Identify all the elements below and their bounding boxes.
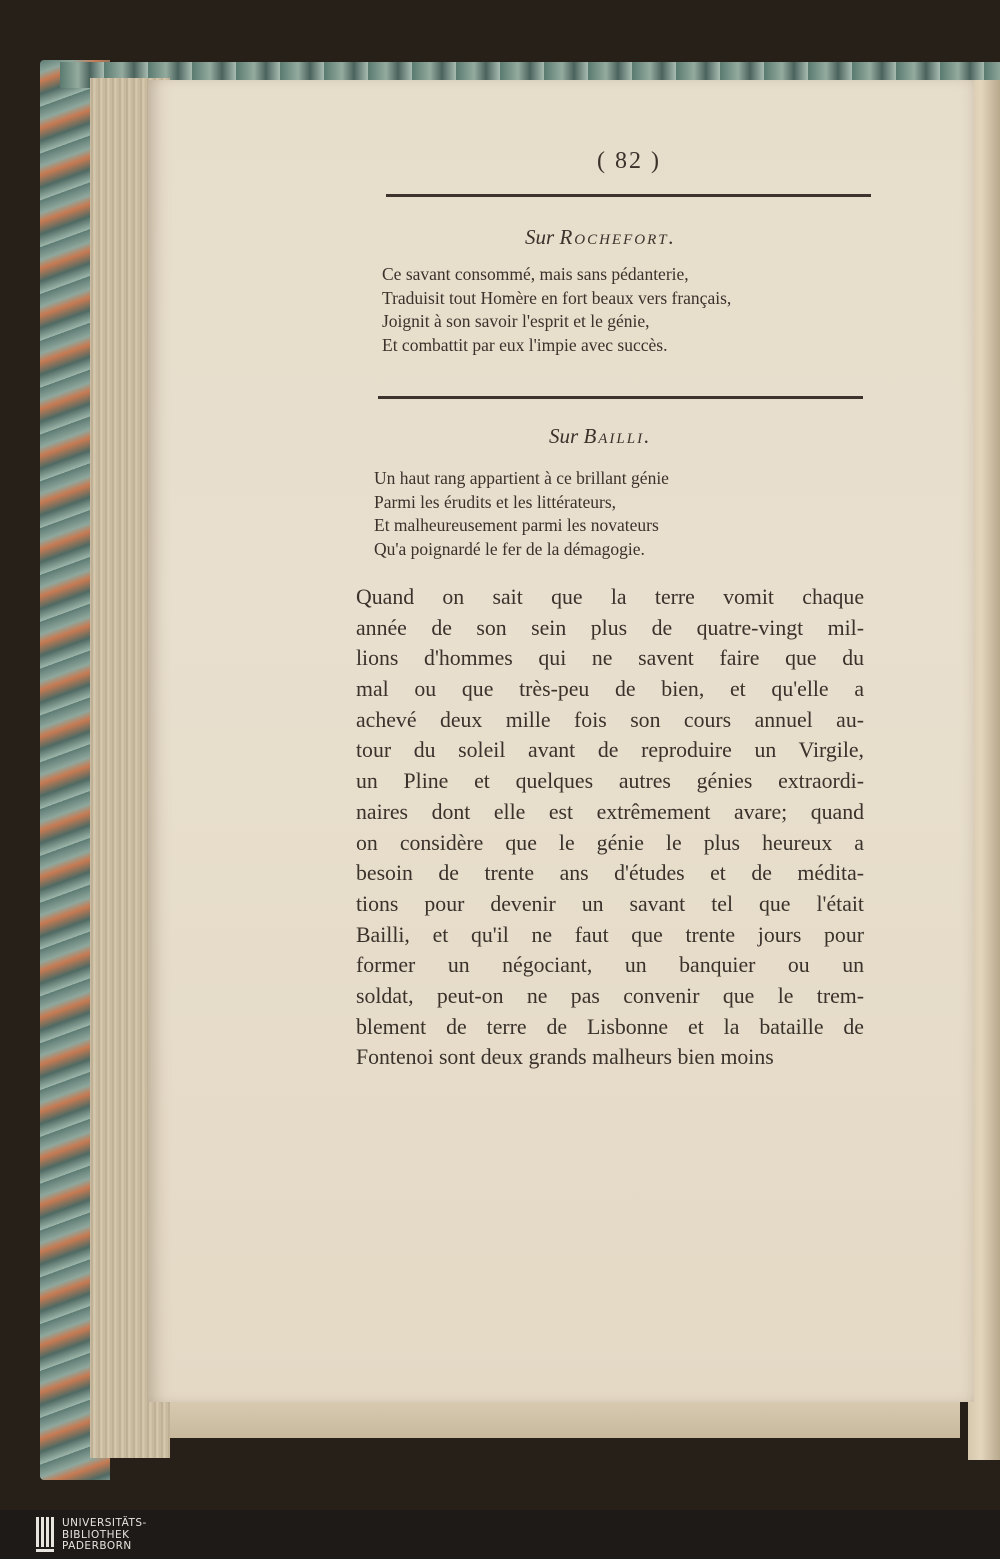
library-footer [0, 1510, 1000, 1559]
prose-line: besoin de trente ans d'études et de médita- [356, 861, 864, 886]
library-logo-icon [36, 1517, 54, 1553]
section-heading-bailli [549, 424, 651, 449]
verse-line: Parmi les érudits et les littérateurs, [374, 491, 617, 512]
heading-prefix: Sur [525, 225, 555, 249]
prose-line: année de son sein plus de quatre-vingt mil- [356, 615, 864, 640]
section-heading-rochefort [525, 225, 676, 250]
prose-line: Quand on sait que la terre vomit chaque [356, 585, 864, 609]
prose-line: on considère que le génie le plus heureux a [356, 830, 864, 855]
library-logo-text [62, 1518, 147, 1553]
prose-line: tour du soleil avant de reproduire un Virgile, [356, 738, 864, 763]
prose-line: soldat, peut-on ne pas convenir que le trem- [356, 983, 864, 1008]
verse-line: Ce savant consommé, mais sans pédanterie, [382, 264, 689, 284]
prose-line: mal ou que très-peu de bien, et qu'elle a [356, 677, 864, 702]
heading-name: Bailli. [583, 424, 652, 448]
page-number: ( 82 ) [597, 148, 661, 174]
prose-line: naires dont elle est extrêmement avare; quand [356, 799, 864, 824]
verse-line: Qu'a poignardé le fer de la démagogie. [374, 538, 645, 559]
verse-line: Et combattit par eux l'impie avec succès. [382, 334, 668, 355]
verse-block-bailli [374, 467, 669, 561]
heading-prefix: Sur [549, 424, 579, 448]
heading-name: Rochefort. [559, 225, 676, 249]
logo-line: BIBLIOTHEK [62, 1528, 130, 1541]
page-edge-bottom [170, 1398, 960, 1438]
verse-line: Un haut rang appartient à ce brillant génie [374, 468, 669, 488]
prose-line: former un négociant, un banquier ou un [356, 953, 864, 978]
logo-line: PADERBORN [62, 1540, 132, 1552]
prose-line: blement de terre de Lisbonne et la bataille de [356, 1014, 864, 1039]
verse-line: Traduisit tout Homère en fort beaux vers français, [382, 287, 732, 308]
verse-line: Joignit à son savoir l'esprit et le génie, [382, 311, 650, 331]
prose-line: Bailli, et qu'il ne faut que trente jours pour [356, 922, 864, 947]
prose-line: achevé deux mille fois son cours annuel au- [356, 707, 864, 732]
prose-line: tions pour devenir un savant tel que l'était [356, 891, 864, 916]
verse-block-rochefort [382, 263, 731, 357]
verse-line: Et malheureusement parmi les novateurs [374, 515, 659, 535]
horizontal-rule-top [386, 194, 871, 197]
prose-line: lions d'hommes qui ne savent faire que du [356, 646, 864, 671]
prose-line: un Pline et quelques autres génies extraordi- [356, 769, 864, 794]
prose-paragraph [356, 582, 864, 1073]
prose-line: Fontenoi sont deux grands malheurs bien moins [356, 1045, 774, 1070]
horizontal-rule-middle [378, 396, 863, 399]
logo-line: UNIVERSITÄTS- [62, 1517, 147, 1529]
